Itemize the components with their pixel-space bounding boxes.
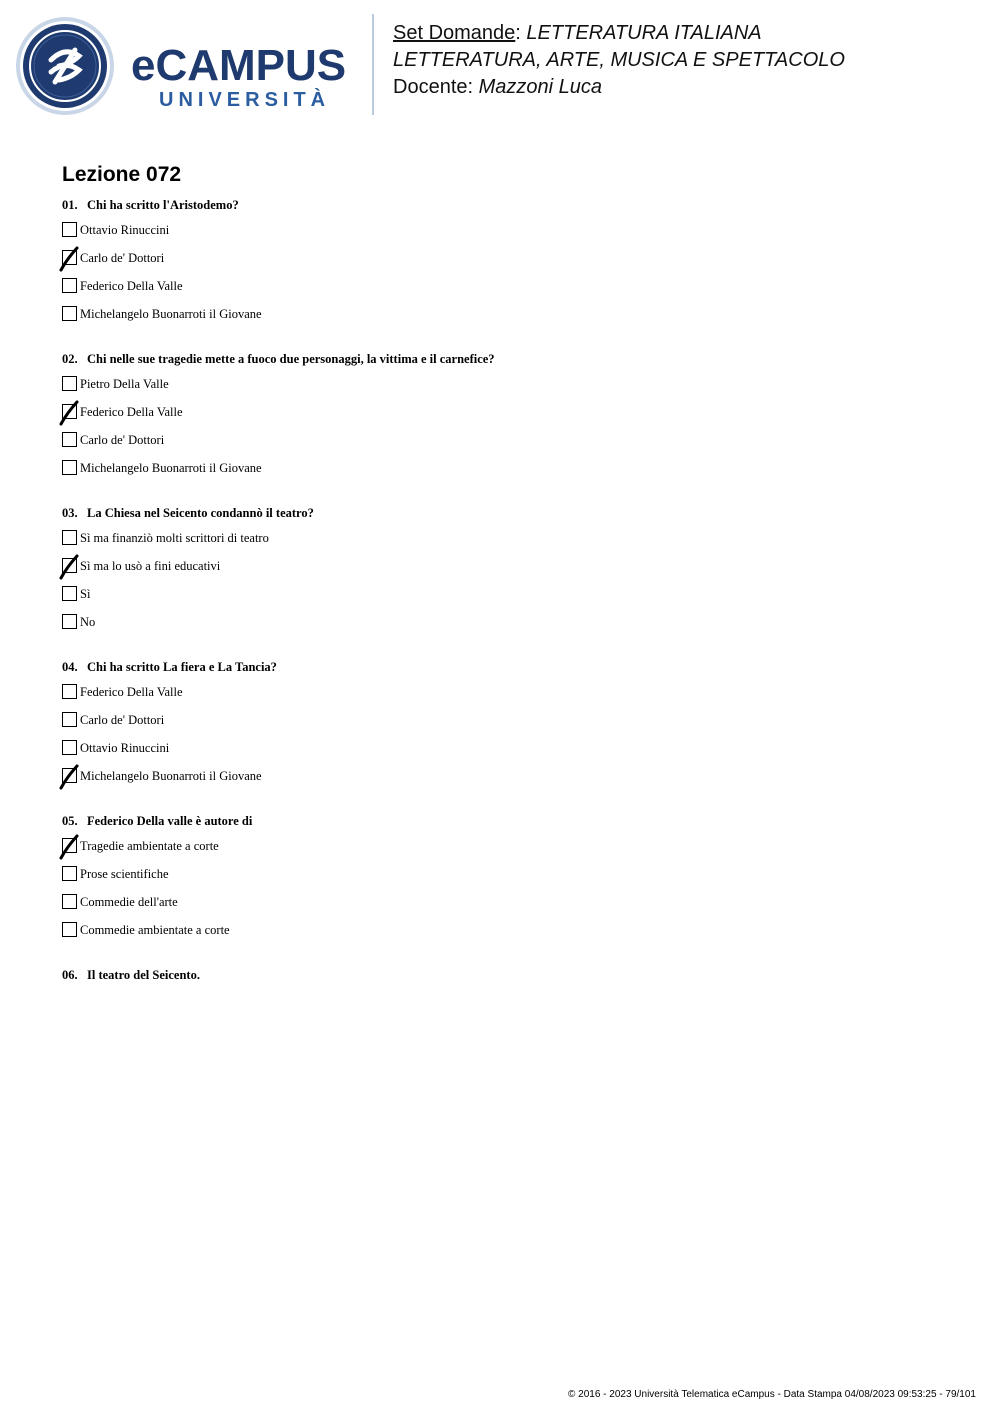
answer-label: No — [80, 615, 96, 629]
answer-label: Michelangelo Buonarroti il Giovane — [80, 461, 262, 475]
answer-option[interactable] — [62, 734, 942, 762]
question-text — [62, 194, 942, 216]
svg-text:UNIVERSITÀ: UNIVERSITÀ — [159, 89, 331, 111]
answer-option[interactable] — [62, 216, 942, 244]
ecampus-wordmark-logo — [131, 40, 359, 112]
answer-label: Ottavio Rinuccini — [80, 223, 170, 237]
ecampus-seal-logo — [15, 16, 115, 116]
answer-label: Carlo de' Dottori — [80, 713, 165, 727]
set-label: Set Domande — [393, 22, 516, 44]
answer-label: Carlo de' Dottori — [80, 433, 165, 447]
question-list — [62, 194, 942, 1006]
answer-option[interactable] — [62, 426, 942, 454]
course-subtitle: LETTERATURA, ARTE, MUSICA E SPETTACOLO — [393, 49, 845, 71]
answer-option[interactable] — [62, 454, 942, 482]
question-number: 04. — [62, 660, 78, 674]
page-footer: © 2016 - 2023 Università Telematica eCampus - Data Stampa 04/08/2023 09:53:25 - 79/101 — [568, 1389, 976, 1400]
answer-label: Federico Della Valle — [80, 279, 183, 293]
answer-label: Prose scientifiche — [80, 867, 169, 881]
answer-option[interactable] — [62, 370, 942, 398]
set-separator: : — [515, 22, 521, 44]
answer-label: Pietro Della Valle — [80, 377, 169, 391]
answer-option[interactable] — [62, 300, 942, 328]
header-info — [393, 20, 845, 101]
check-mark-icon — [58, 399, 80, 425]
answer-label: Sì ma lo usò a fini educativi — [80, 559, 221, 573]
question-text — [62, 964, 942, 986]
answer-checkbox[interactable] — [62, 740, 77, 755]
question-3 — [62, 502, 942, 636]
answer-option[interactable] — [62, 706, 942, 734]
question-4 — [62, 656, 942, 790]
question-text — [62, 502, 942, 524]
question-text — [62, 656, 942, 678]
answer-checkbox[interactable] — [62, 894, 77, 909]
header-teacher-line — [393, 74, 845, 101]
question-label: Federico Della valle è autore di — [87, 814, 253, 828]
answer-label: Michelangelo Buonarroti il Giovane — [80, 769, 262, 783]
answer-checkbox[interactable] — [62, 432, 77, 447]
answer-option[interactable] — [62, 888, 942, 916]
question-number: 06. — [62, 968, 78, 982]
answer-checkbox[interactable] — [62, 530, 77, 545]
lesson-title: Lezione 072 — [62, 163, 182, 186]
answer-option[interactable] — [62, 580, 942, 608]
teacher-name: Mazzoni Luca — [478, 76, 603, 98]
question-number: 05. — [62, 814, 78, 828]
answer-checkbox[interactable] — [62, 278, 77, 293]
answer-option[interactable] — [62, 524, 942, 552]
question-label: Chi ha scritto La fiera e La Tancia? — [87, 660, 277, 674]
question-label: Chi ha scritto l'Aristodemo? — [87, 198, 239, 212]
answer-option[interactable] — [62, 832, 942, 860]
answer-checkbox[interactable] — [62, 460, 77, 475]
answer-option[interactable] — [62, 244, 942, 272]
header-divider — [372, 14, 374, 115]
answer-label: Commedie dell'arte — [80, 895, 178, 909]
answer-checkbox[interactable] — [62, 614, 77, 629]
question-text — [62, 348, 942, 370]
answer-label: Ottavio Rinuccini — [80, 741, 170, 755]
question-number: 01. — [62, 198, 78, 212]
answer-label: Federico Della Valle — [80, 405, 183, 419]
teacher-label: Docente: — [393, 76, 474, 98]
answer-option[interactable] — [62, 762, 942, 790]
question-1 — [62, 194, 942, 328]
check-mark-icon — [58, 553, 80, 579]
check-mark-icon — [58, 763, 80, 789]
answer-checkbox[interactable] — [62, 712, 77, 727]
answer-checkbox[interactable] — [62, 922, 77, 937]
answer-option[interactable] — [62, 916, 942, 944]
svg-text:eCAMPUS: eCAMPUS — [131, 41, 347, 90]
answer-label: Sì ma finanziò molti scrittori di teatro — [80, 531, 269, 545]
check-mark-icon — [58, 245, 80, 271]
question-number: 03. — [62, 506, 78, 520]
answer-checkbox[interactable] — [62, 866, 77, 881]
question-text — [62, 810, 942, 832]
answer-option[interactable] — [62, 272, 942, 300]
answer-label: Tragedie ambientate a corte — [80, 839, 219, 853]
page-header — [0, 0, 1000, 130]
answer-option[interactable] — [62, 860, 942, 888]
answer-option[interactable] — [62, 398, 942, 426]
answer-label: Federico Della Valle — [80, 685, 183, 699]
check-mark-icon — [58, 833, 80, 859]
question-6 — [62, 964, 942, 986]
answer-label: Carlo de' Dottori — [80, 251, 165, 265]
answer-option[interactable] — [62, 678, 942, 706]
question-label: Chi nelle sue tragedie mette a fuoco due personaggi, la vittima e il carnefice? — [87, 352, 495, 366]
answer-label: Michelangelo Buonarroti il Giovane — [80, 307, 262, 321]
question-2 — [62, 348, 942, 482]
question-5 — [62, 810, 942, 944]
answer-label: Sì — [80, 587, 91, 601]
header-set-line — [393, 20, 845, 47]
answer-checkbox[interactable] — [62, 306, 77, 321]
question-label: Il teatro del Seicento. — [87, 968, 200, 982]
question-label: La Chiesa nel Seicento condannò il teatro? — [87, 506, 314, 520]
answer-option[interactable] — [62, 552, 942, 580]
answer-checkbox[interactable] — [62, 376, 77, 391]
question-number: 02. — [62, 352, 78, 366]
answer-option[interactable] — [62, 608, 942, 636]
answer-label: Commedie ambientate a corte — [80, 923, 230, 937]
answer-checkbox[interactable] — [62, 586, 77, 601]
answer-checkbox[interactable] — [62, 684, 77, 699]
course-name: LETTERATURA ITALIANA — [526, 22, 762, 44]
answer-checkbox[interactable] — [62, 222, 77, 237]
